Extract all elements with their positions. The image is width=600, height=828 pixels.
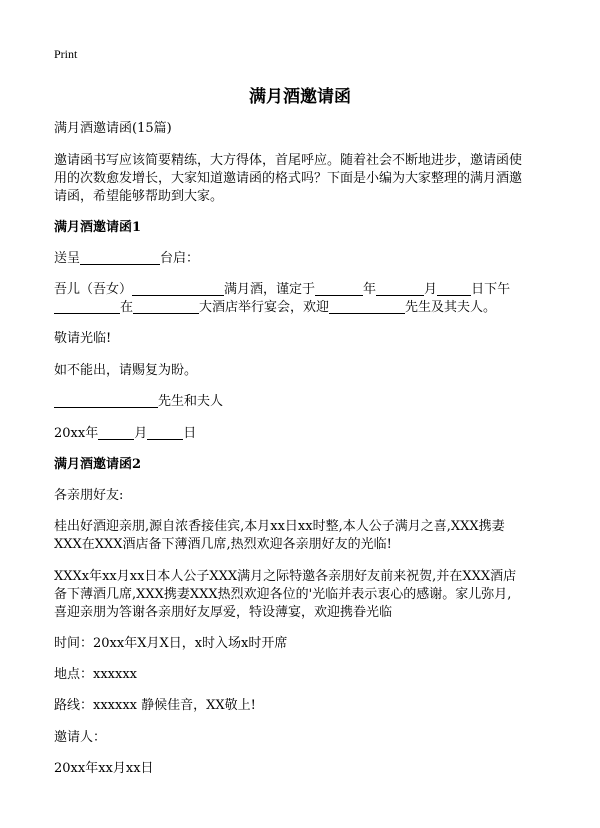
letter1-body-line-1 [54, 281, 510, 299]
body-text: 满月酒，谨定于 [224, 282, 316, 297]
host-suffix: 先生和夫人 [158, 394, 224, 409]
letter1-host [54, 393, 223, 411]
letter1-heading: 满月酒邀请函1 [54, 220, 142, 235]
letter1-date [54, 425, 196, 443]
letter2-para2-line-3: 喜迎亲朋为答谢各亲朋好友厚爱，特设薄宴，欢迎携眷光临 [54, 605, 393, 620]
letter2-para2-line-1: XXXx年xx月xx日本人公子XXX满月之际特邀各亲朋好友前来祝贺,并在XXX酒店 [54, 569, 517, 584]
letter2-greeting: 各亲朋好友: [54, 488, 124, 503]
recipient-blank [80, 250, 160, 265]
letter2-inviter: 邀请人： [54, 730, 107, 745]
day-blank [437, 281, 471, 296]
letter2-place: 地点：xxxxxx [54, 667, 137, 682]
intro-line-1: 邀请函书写应该简要精练，大方得体，首尾呼应。随着社会不断地进步，邀请函使 [54, 153, 523, 168]
letter2-route: 路线：xxxxxx 静候佳音，XX敬上! [54, 698, 256, 713]
letter2-para2-line-2: 备下薄酒几席,XXX携妻XXX热烈欢迎各位的'光临并表示衷心的感谢。家儿弥月, [54, 587, 512, 602]
body-text: 吾儿（吾女） [54, 282, 133, 297]
child-name-blank [132, 281, 224, 296]
recipient-suffix: 台启： [160, 251, 200, 266]
month-blank [98, 425, 134, 440]
date-month: 月 [134, 426, 148, 441]
body-text: 在 [120, 300, 134, 315]
venue-blank [133, 299, 199, 314]
host-blank [54, 393, 158, 408]
letter2-para1-line-1: 桂出好酒迎亲朋,源自浓香接佳宾,本月xx日xx时整,本人公子满月之喜,XXX携妻 [54, 519, 505, 534]
time-blank [54, 299, 120, 314]
letter1-body-line-2 [54, 299, 496, 317]
letter2-date: 20xx年xx月xx日 [54, 761, 154, 776]
body-text: 年 [363, 282, 377, 297]
intro-line-3: 请函，希望能够帮助到大家。 [54, 189, 224, 204]
letter1-reply: 如不能出，请赐复为盼。 [54, 363, 198, 378]
intro-line-2: 用的次数愈发增长，大家知道邀请函的格式吗？下面是小编为大家整理的满月酒邀 [54, 171, 523, 186]
letter1-respect: 敬请光临! [54, 331, 112, 346]
date-prefix: 20xx年 [54, 426, 99, 441]
recipient-prefix: 送呈 [54, 251, 81, 266]
letter1-recipient [54, 250, 199, 268]
date-day: 日 [183, 426, 197, 441]
day-blank [147, 425, 183, 440]
month-blank [376, 281, 424, 296]
subtitle: 满月酒邀请函(15篇) [54, 121, 172, 136]
page-title: 满月酒邀请函 [249, 87, 351, 107]
body-text: 大酒店举行宴会，欢迎 [199, 300, 330, 315]
body-text: 日下午 [471, 282, 511, 297]
body-text: 先生及其夫人。 [405, 300, 497, 315]
body-text: 月 [424, 282, 438, 297]
letter2-para1-line-2: XXX在XXX酒店备下薄酒几席,热烈欢迎各亲朋好友的光临! [54, 537, 392, 552]
letter2-heading: 满月酒邀请函2 [54, 457, 142, 472]
print-link[interactable]: Print [54, 47, 78, 61]
letter2-time: 时间：20xx年X月X日，x时入场x时开席 [54, 636, 288, 651]
year-blank [315, 281, 363, 296]
guest-blank [329, 299, 405, 314]
